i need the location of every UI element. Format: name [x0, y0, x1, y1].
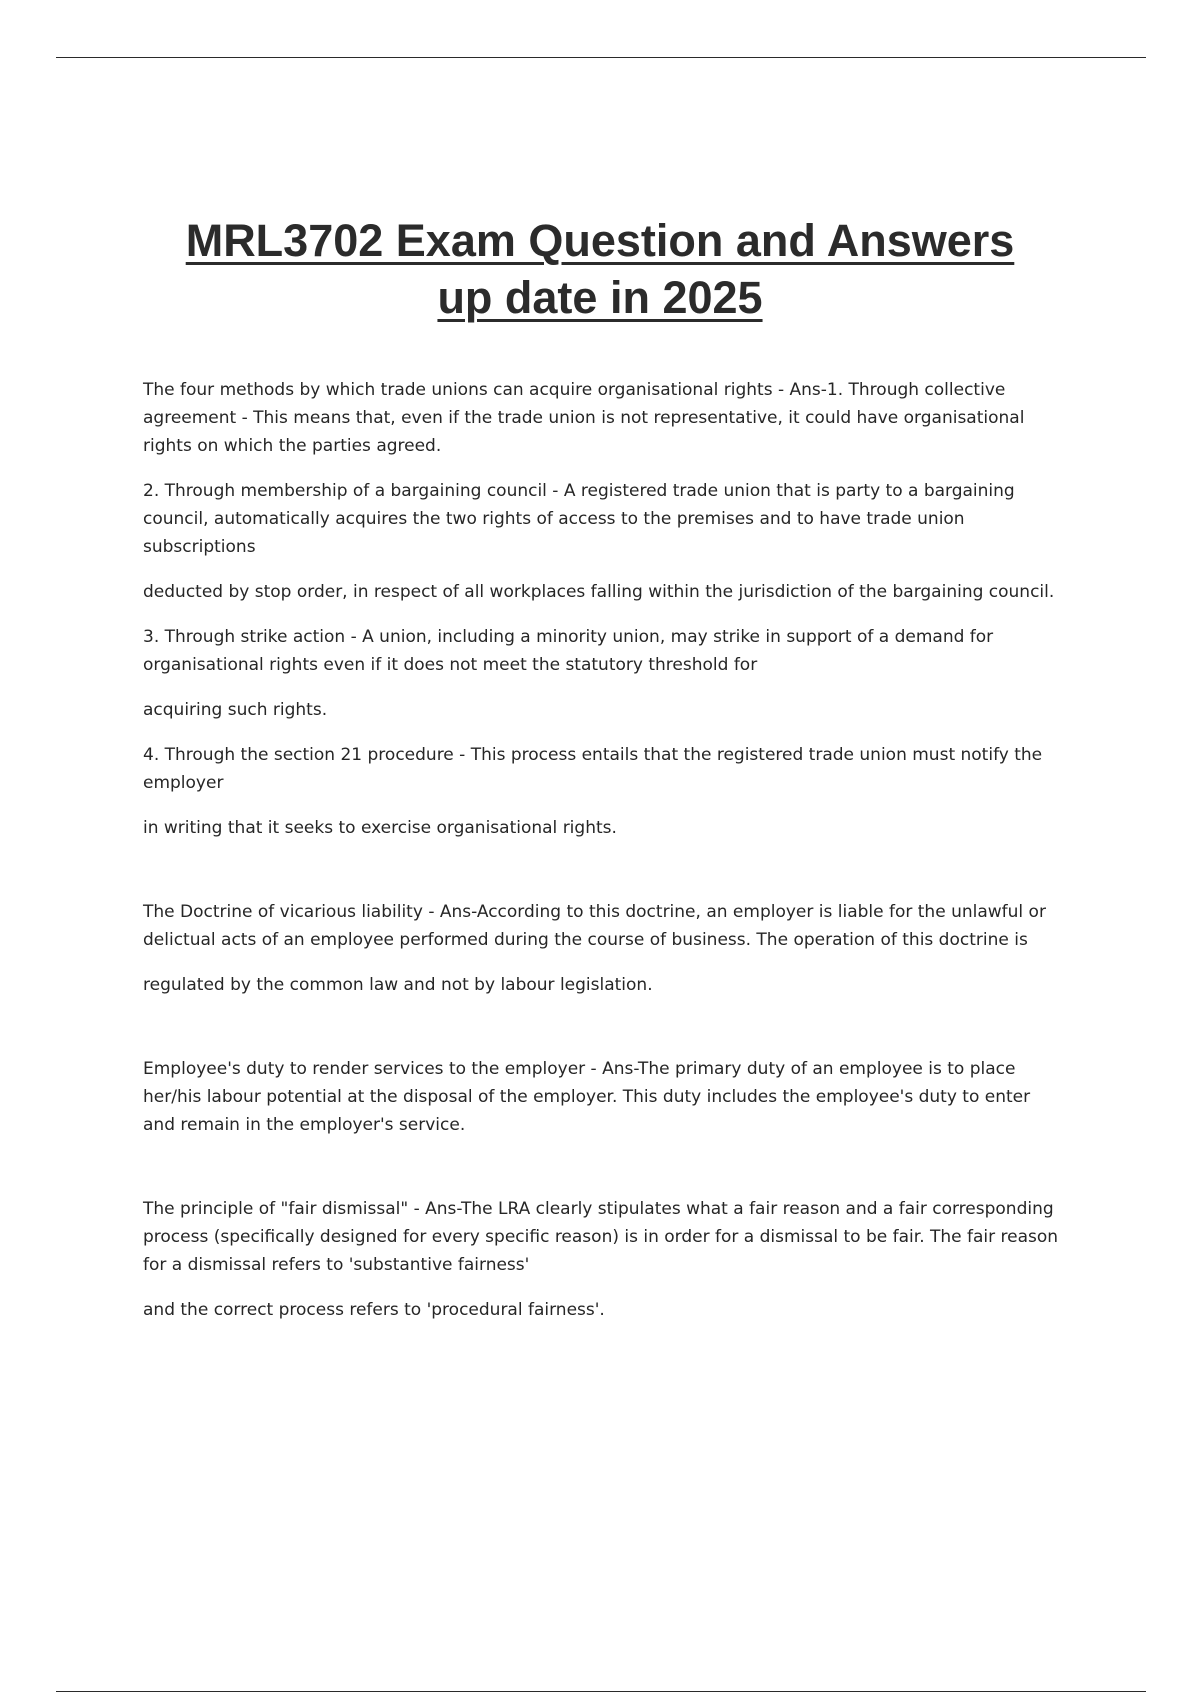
- paragraph-vicarious-liability-cont: regulated by the common law and not by labour legislation.: [143, 975, 653, 995]
- paragraph-bargaining-council-cont: deducted by stop order, in respect of all workplaces falling within the jurisdiction of the bargaining council.: [143, 582, 1055, 602]
- footer-rule: [56, 1691, 1146, 1692]
- header-rule: [56, 57, 1146, 58]
- title-line-1: MRL3702 Exam Question and Answers: [185, 215, 1015, 266]
- paragraph-strike-action: 3. Through strike action - A union, including a minority union, may strike in support of a demand for organisational rights even if it does not meet the statutory threshold for: [143, 627, 994, 675]
- paragraph-fair-dismissal: The principle of "fair dismissal" - Ans-The LRA clearly stipulates what a fair reason and a fair corresponding process (specifically designed for every specific reason) is in order for a dismissal to be fair. The fair reason for a dismissal refers to 'substantive fairness': [143, 1199, 1059, 1275]
- paragraph-strike-action-cont: acquiring such rights.: [143, 700, 328, 720]
- paragraph-bargaining-council: 2. Through membership of a bargaining council - A registered trade union that is party to a bargaining council, automatically acquires the two rights of access to the premises and to have trade union subscriptions: [143, 481, 1015, 557]
- paragraph-fair-dismissal-cont: and the correct process refers to 'procedural fairness'.: [143, 1300, 605, 1320]
- paragraph-vicarious-liability: The Doctrine of vicarious liability - Ans-According to this doctrine, an employer is liable for the unlawful or delictual acts of an employee performed during the course of business. The operation of this doctrine is: [143, 902, 1046, 950]
- paragraph-section-21-cont: in writing that it seeks to exercise organisational rights.: [143, 818, 617, 838]
- document-body: [143, 376, 1063, 1341]
- paragraph-organisational-rights-intro: The four methods by which trade unions can acquire organisational rights - Ans-1. Through collective agreement - This means that, even if the trade union is not representative, it could have organisational rights on which the parties agreed.: [143, 380, 1025, 456]
- paragraph-section-21: 4. Through the section 21 procedure - This process entails that the registered trade union must notify the employer: [143, 745, 1043, 793]
- document-title: [100, 212, 1100, 326]
- paragraph-duty-to-render-services: Employee's duty to render services to the employer - Ans-The primary duty of an employee is to place her/his labour potential at the disposal of the employer. This duty includes the employee's duty to enter and remain in the employer's service.: [143, 1059, 1031, 1135]
- title-line-2: up date in 2025: [437, 272, 763, 323]
